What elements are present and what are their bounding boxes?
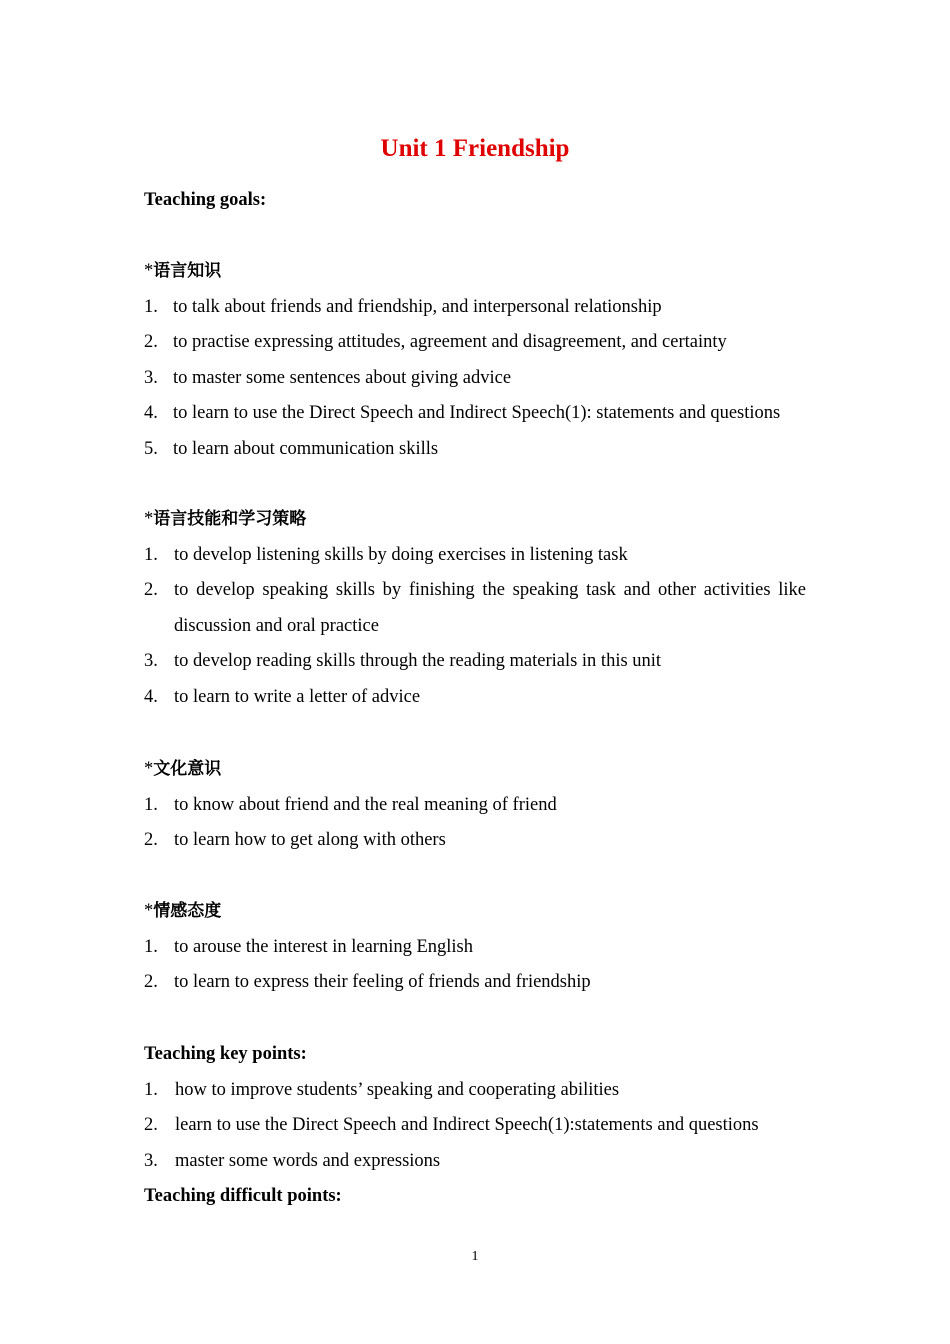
item-text: to know about friend and the real meaning of friend	[174, 794, 557, 815]
list-item	[144, 680, 806, 716]
heading-star: *	[144, 509, 154, 529]
language-knowledge-heading	[144, 254, 806, 290]
language-knowledge-section	[144, 254, 806, 467]
list-item	[144, 644, 806, 680]
language-knowledge-list	[144, 290, 806, 468]
item-number: 2.	[144, 332, 158, 352]
heading-text: 语言知识	[153, 261, 222, 281]
heading-text: 语言技能和学习策略	[153, 509, 307, 529]
heading-star: *	[144, 759, 154, 779]
item-number: 2.	[144, 972, 158, 992]
item-text: to learn to use the Direct Speech and Indirect Speech(1): statements and questions	[173, 403, 781, 423]
item-number: 5.	[144, 438, 158, 459]
item-number: 1.	[144, 794, 158, 815]
list-item	[144, 965, 806, 1001]
item-text: to learn how to get along with others	[174, 830, 446, 850]
item-text: to develop reading skills through the reading materials in this unit	[174, 651, 662, 671]
item-text: how to improve students’ speaking and cooperating abilities	[175, 1079, 620, 1100]
item-text: to learn to express their feeling of friends and friendship	[174, 972, 591, 992]
key-points-label: Teaching key points:	[144, 1044, 307, 1064]
emotion-attitude-list	[144, 930, 806, 1001]
item-number: 1.	[144, 296, 158, 317]
list-item	[144, 290, 806, 326]
item-number: 3.	[144, 367, 158, 388]
item-number: 3.	[144, 651, 158, 671]
heading-star: *	[144, 901, 154, 921]
list-item	[144, 1144, 806, 1180]
list-item	[144, 930, 806, 966]
item-text: learn to use the Direct Speech and Indirect Speech(1):statements and questions	[175, 1115, 759, 1135]
page-number: 1	[471, 1249, 479, 1264]
key-points-list	[144, 1073, 806, 1180]
item-text: to practise expressing attitudes, agreement and disagreement, and certainty	[173, 332, 727, 352]
list-item	[144, 823, 806, 859]
item-number: 1.	[144, 936, 158, 957]
list-item	[144, 432, 806, 468]
list-item	[144, 573, 806, 644]
item-number: 4.	[144, 686, 158, 707]
item-text: to develop listening skills by doing exercises in listening task	[174, 544, 628, 565]
difficult-points-label: Teaching difficult points:	[144, 1186, 342, 1206]
list-item	[144, 1108, 806, 1144]
item-text: to learn to write a letter of advice	[174, 686, 421, 707]
item-number: 2.	[144, 830, 158, 850]
emotion-attitude-heading	[144, 894, 806, 930]
item-text: to learn about communication skills	[173, 438, 439, 459]
item-text: master some words and expressions	[175, 1150, 441, 1171]
item-text: to master some sentences about giving advice	[173, 367, 512, 388]
item-number: 2.	[144, 580, 158, 600]
item-number: 4.	[144, 403, 158, 423]
cultural-awareness-section	[144, 752, 806, 859]
list-item	[144, 1073, 806, 1109]
list-item	[144, 788, 806, 824]
item-text: to talk about friends and friendship, and interpersonal relationship	[173, 296, 662, 317]
item-number: 2.	[144, 1115, 158, 1135]
item-number: 3.	[144, 1150, 158, 1171]
heading-text: 情感态度	[153, 901, 222, 921]
cultural-awareness-list	[144, 788, 806, 859]
list-item	[144, 361, 806, 397]
list-item	[144, 396, 806, 432]
cultural-awareness-heading	[144, 752, 806, 788]
heading-text: 文化意识	[153, 759, 222, 779]
item-text: to arouse the interest in learning English	[174, 936, 474, 957]
item-number: 1.	[144, 1079, 158, 1100]
document-title: Unit 1 Friendship	[380, 135, 570, 162]
skills-strategies-section	[144, 502, 806, 715]
key-points-section	[144, 1037, 806, 1215]
skills-strategies-list	[144, 538, 806, 716]
teaching-goals-label: Teaching goals:	[144, 190, 267, 210]
item-text: to develop speaking skills by finishing the speaking task and other activities like discussion and oral practice	[174, 580, 806, 636]
emotion-attitude-section	[144, 894, 806, 1001]
heading-star: *	[144, 261, 154, 281]
skills-strategies-heading	[144, 502, 806, 538]
list-item	[144, 325, 806, 361]
teaching-goals-section	[144, 183, 806, 219]
item-number: 1.	[144, 544, 158, 565]
list-item	[144, 538, 806, 574]
